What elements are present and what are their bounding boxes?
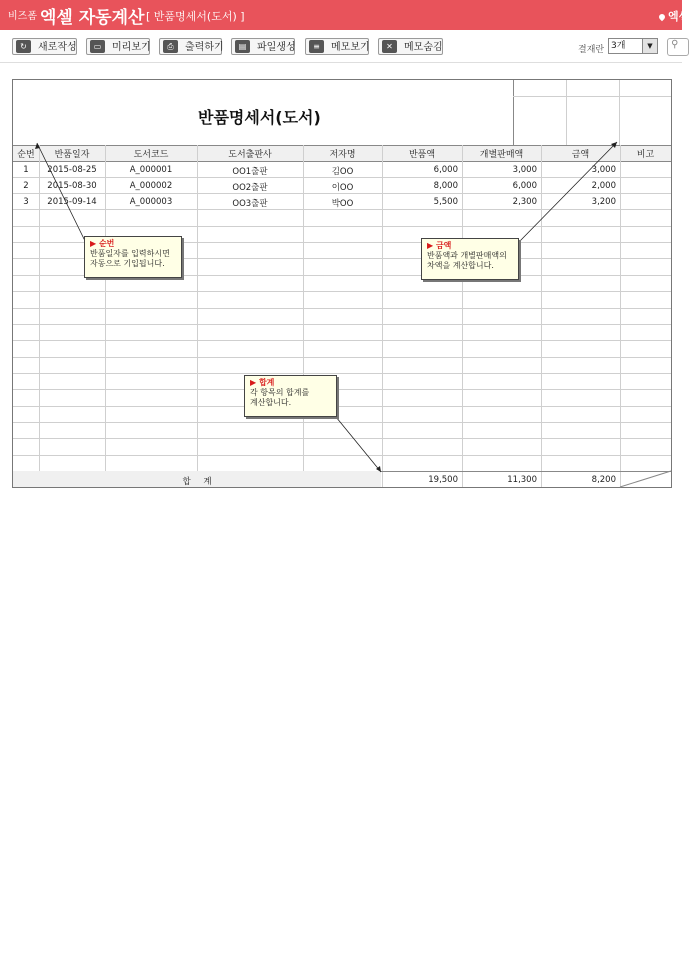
cell-author[interactable]: 박OO: [331, 199, 354, 209]
chevron-down-icon: ▼: [642, 39, 657, 53]
column-header: 비고: [636, 150, 655, 160]
memo-icon: ≡: [309, 40, 324, 53]
column-header: 도서출판사: [228, 150, 272, 160]
monitor-icon: ▭: [90, 40, 105, 53]
cell-date[interactable]: 2015-09-14: [47, 197, 97, 207]
cell-publisher[interactable]: OO1출판: [232, 167, 268, 177]
show-memo-button[interactable]: ≡ 메모보기: [305, 38, 369, 55]
memo-note-total[interactable]: ▶ 합계 각 항목의 합계를 계산합니다.: [244, 375, 337, 417]
column-header: 개별판매액: [479, 150, 524, 160]
folder-icon: ▤: [235, 40, 250, 53]
total-unit-sale: 11,300: [507, 475, 537, 485]
cell-amount[interactable]: 3,200: [591, 197, 616, 207]
column-header: 반품액: [408, 150, 436, 160]
document-title: [ 반품명세서(도서) ]: [146, 10, 245, 23]
cell-no[interactable]: 3: [23, 197, 29, 207]
note-line: 자동으로 기입됩니다.: [90, 259, 165, 268]
new-button[interactable]: ↻ 새로작성: [12, 38, 77, 55]
new-doc-icon: ↻: [16, 40, 31, 53]
cell-publisher[interactable]: OO3출판: [232, 199, 268, 209]
cell-code[interactable]: A_000002: [129, 181, 173, 191]
cell-unit-sale[interactable]: 3,000: [512, 165, 537, 175]
cell-date[interactable]: 2015-08-25: [47, 165, 97, 175]
cell-unit-sale[interactable]: 6,000: [512, 181, 537, 191]
cell-return-amount[interactable]: 6,000: [433, 165, 458, 175]
column-header: 저자명: [329, 150, 356, 160]
note-line: 차액을 계산합니다.: [427, 261, 494, 270]
search-icon[interactable]: ⚲: [667, 38, 689, 56]
cell-return-amount[interactable]: 8,000: [433, 181, 458, 191]
cell-code[interactable]: A_000003: [129, 197, 173, 207]
note-line: 반품일자를 입력하시면: [90, 249, 170, 258]
total-return-amount: 19,500: [428, 475, 458, 485]
note-line: 각 항목의 합계를: [250, 388, 310, 397]
approval-label: 결재란: [578, 45, 605, 55]
memo-note-amount[interactable]: ▶ 금액 반품액과 개별판매액의 차액을 계산합니다.: [421, 238, 519, 280]
cell-author[interactable]: 이OO: [331, 183, 354, 193]
total-label: 합 계: [182, 477, 212, 487]
create-file-button[interactable]: ▤ 파일생성: [231, 38, 295, 55]
note-title: 금액: [435, 241, 452, 250]
print-button[interactable]: ⎙ 출력하기: [159, 38, 222, 55]
preview-button[interactable]: ▭ 미리보기: [86, 38, 150, 55]
cell-no[interactable]: 1: [23, 165, 29, 175]
cell-amount[interactable]: 3,000: [591, 165, 616, 175]
column-header: 도서코드: [133, 150, 169, 160]
cell-amount[interactable]: 2,000: [591, 181, 616, 191]
note-line: 계산합니다.: [250, 398, 292, 407]
cell-date[interactable]: 2015-08-30: [47, 181, 97, 191]
memo-note-seq[interactable]: ▶ 순번 반품일자를 입력하시면 자동으로 기입됩니다.: [84, 236, 182, 278]
approval-value: 3개: [611, 41, 626, 51]
cell-no[interactable]: 2: [23, 181, 29, 191]
total-amount: 8,200: [591, 475, 616, 485]
print-icon: ⎙: [163, 40, 178, 53]
column-header: 반품일자: [54, 150, 90, 160]
cell-unit-sale[interactable]: 2,300: [512, 197, 537, 207]
column-header: 금액: [571, 150, 590, 160]
cell-code[interactable]: A_000001: [129, 165, 173, 175]
column-header: 순번: [17, 150, 35, 160]
cell-publisher[interactable]: OO2출판: [232, 183, 268, 193]
sheet-title: 반품명세서(도서): [198, 108, 321, 127]
hide-memo-button[interactable]: ✕ 메모숨김: [378, 38, 443, 55]
app-logo-title: 엑셀 자동계산: [40, 8, 145, 28]
memo-hide-icon: ✕: [382, 40, 397, 53]
cell-return-amount[interactable]: 5,500: [433, 197, 458, 207]
note-title: 순번: [98, 239, 115, 248]
brand-small: 비즈폼: [8, 11, 37, 22]
cell-author[interactable]: 김OO: [331, 167, 354, 177]
top-right-link[interactable]: 엑셀: [659, 8, 689, 24]
note-line: 반품액과 개별판매액의: [427, 251, 507, 260]
note-title: 합계: [258, 378, 275, 387]
